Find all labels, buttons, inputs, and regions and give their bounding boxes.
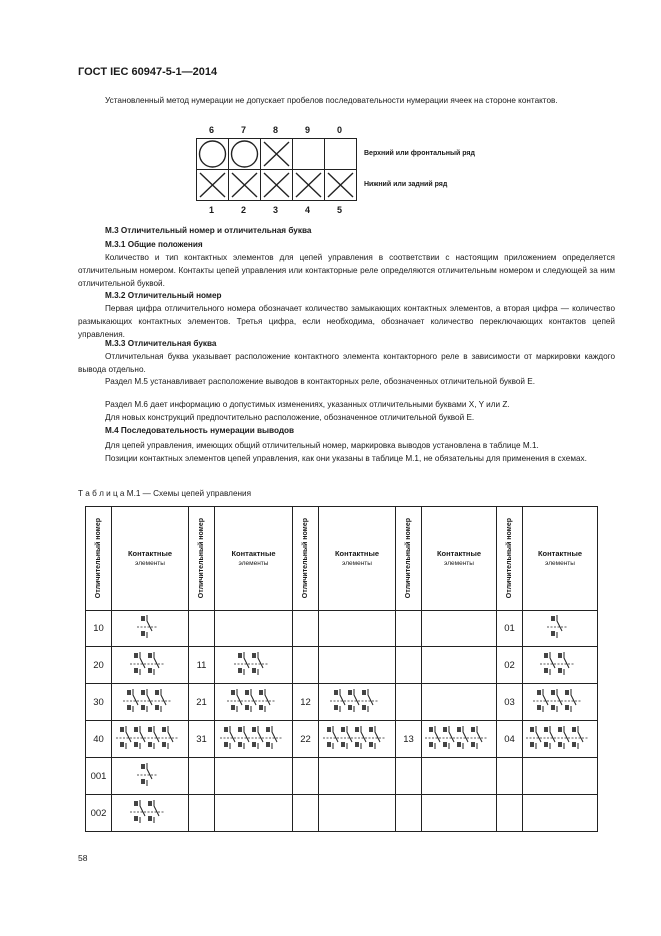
contact-elements-cell: [215, 795, 293, 832]
number-header-text: Отличительный номер: [505, 518, 513, 599]
section-m33-title: М.3.3 Отличительная буква: [105, 339, 217, 348]
row-number: 22: [293, 721, 319, 758]
contact-symbol: [115, 796, 185, 826]
column-header-elements: [112, 507, 189, 611]
page-number: 58: [78, 853, 88, 863]
row-number: 02: [497, 647, 523, 684]
column-header-number: [396, 507, 422, 611]
contact-symbol: [525, 611, 595, 641]
row-number: 03: [497, 684, 523, 721]
elements-header-text: Контактные: [334, 548, 380, 558]
number-header-text: Отличительный номер: [301, 518, 309, 599]
column-header-elements: [523, 507, 598, 611]
grid-cell: [293, 139, 325, 170]
row-number: [497, 795, 523, 832]
contact-elements-cell: [319, 795, 396, 832]
section-m3-title: М.3 Отличительный номер и отличительная буква: [105, 226, 312, 235]
contact-elements-cell: [523, 611, 598, 647]
elements-header-subtext: элементы: [238, 559, 269, 567]
document-header: ГОСТ IEC 60947-5-1—2014: [78, 66, 218, 78]
section-m31-text: Количество и тип контактных элементов для цепей управления в соответствии с настоящим приложением определяется отличительным номером. Контакты цепей управления или контакторные реле определяются отличительным номером и следующей за ним отличительной буквой.: [78, 253, 615, 288]
bottom-digit: 2: [240, 205, 246, 215]
row-number: [396, 795, 422, 832]
column-header-elements: [422, 507, 497, 611]
row-number: [396, 684, 422, 721]
contact-elements-cell: [112, 611, 189, 647]
row-number: [396, 611, 422, 647]
contact-symbol: [115, 685, 185, 715]
contact-elements-cell: [422, 758, 497, 795]
grid-cell: [261, 170, 293, 201]
elements-header-text: Контактные: [127, 548, 173, 558]
section-m33-text3: Раздел М.6 дает информацию о допустимых изменениях, указанных отличительными буквами X, Y или Z.: [105, 400, 510, 409]
section-m31-title: М.3.1 Общие положения: [105, 240, 203, 249]
number-header-text: Отличительный номер: [404, 518, 412, 599]
column-header-number: [189, 507, 215, 611]
section-m33-text2: Раздел М.5 устанавливает расположение выводов в контакторных реле, обозначенных отличительной буквой Е.: [105, 377, 535, 386]
row-number: [189, 795, 215, 832]
contact-elements-cell: [422, 721, 497, 758]
table-row: [86, 758, 598, 795]
contact-elements-cell: [215, 758, 293, 795]
contact-elements-cell: [215, 721, 293, 758]
row-number: 01: [497, 611, 523, 647]
section-m32-title: М.3.2 Отличительный номер: [105, 291, 222, 300]
intro-paragraph: Установленный метод нумерации не допускает пробелов последовательности нумерации ячеек на стороне контактов.: [105, 96, 558, 105]
top-digit: 0: [336, 125, 342, 135]
row-number: 21: [189, 684, 215, 721]
table-row: [86, 684, 598, 721]
bottom-digit: 5: [336, 205, 342, 215]
grid-cell: [229, 139, 261, 170]
bottom-digit: 3: [272, 205, 278, 215]
contact-symbol: [322, 722, 392, 752]
contact-symbol: [525, 685, 595, 715]
row-number: [189, 758, 215, 795]
table-row: [86, 647, 598, 684]
row-number: 10: [86, 611, 112, 647]
contact-elements-cell: [215, 647, 293, 684]
bottom-digit: 1: [208, 205, 214, 215]
contact-elements-cell: [523, 684, 598, 721]
contact-elements-cell: [112, 795, 189, 832]
section-m4-text2: Позиции контактных элементов цепей управления, как они указаны в таблице М.1, не обязательны для применения в схемах.: [105, 454, 587, 463]
section-m32-text: Первая цифра отличительного номера обозначает количество замыкающих контактных элементов, а вторая цифра — количество размыкающих контактных элементов. Третья цифра, если необходима, обозначает количество переключающих контактов цепей управления.: [78, 304, 615, 339]
number-header-text: Отличительный номер: [197, 518, 205, 599]
bottom-row-label: Нижний или задний ряд: [364, 181, 448, 188]
circle-mark: [200, 141, 226, 167]
column-header-number: [86, 507, 112, 611]
top-digit: 7: [240, 125, 246, 135]
contact-symbol: [219, 722, 289, 752]
column-header-number: [293, 507, 319, 611]
table-row: [86, 611, 598, 647]
row-number: 13: [396, 721, 422, 758]
top-digit: 9: [304, 125, 310, 135]
section-m4-title: М.4 Последовательность нумерации выводов: [105, 426, 295, 435]
grid-cell: [261, 139, 293, 170]
column-header-elements: [215, 507, 293, 611]
contact-elements-cell: [422, 795, 497, 832]
row-number: [293, 611, 319, 647]
row-number: 04: [497, 721, 523, 758]
contact-elements-cell: [422, 611, 497, 647]
row-number: 002: [86, 795, 112, 832]
elements-header-text: Контактные: [436, 548, 482, 558]
elements-header-text: Контактные: [231, 548, 276, 558]
table-row: [86, 795, 598, 832]
row-number: [293, 758, 319, 795]
column-header-elements: [319, 507, 396, 611]
table-caption: Т а б л и ц а М.1 — Схемы цепей управления: [78, 489, 252, 498]
numbering-grid: [196, 138, 357, 201]
section-m33-text1: Отличительная буква указывает расположение контактного элемента контакторного реле в зависимости от маркировки каждого вывода отдельно.: [78, 352, 615, 374]
row-number: 001: [86, 758, 112, 795]
contact-symbol: [219, 685, 289, 715]
contact-elements-cell: [319, 647, 396, 684]
row-number: 40: [86, 721, 112, 758]
row-number: [293, 795, 319, 832]
section-m33-text4: Для новых конструкций предпочтительно расположение, обозначенное отличительной буквой Е.: [105, 413, 475, 422]
grid-cell: [293, 170, 325, 201]
contact-elements-cell: [523, 795, 598, 832]
contact-symbol: [115, 722, 185, 752]
contact-symbol: [322, 685, 392, 715]
contact-elements-cell: [319, 721, 396, 758]
contact-symbol: [525, 648, 595, 678]
row-number: [396, 758, 422, 795]
grid-cell: [325, 139, 357, 170]
grid-cell: [197, 170, 229, 201]
contact-symbol: [525, 722, 595, 752]
contact-symbol: [115, 759, 185, 789]
elements-header-subtext: элементы: [545, 559, 575, 567]
row-number: [293, 647, 319, 684]
contact-elements-cell: [523, 758, 598, 795]
contact-elements-cell: [523, 647, 598, 684]
contact-symbol: [424, 722, 494, 752]
row-number: [396, 647, 422, 684]
contact-elements-cell: [422, 647, 497, 684]
contact-elements-cell: [319, 611, 396, 647]
control-circuits-table: [85, 506, 598, 832]
grid-cell: [229, 170, 261, 201]
row-number: 20: [86, 647, 112, 684]
contact-elements-cell: [422, 684, 497, 721]
contact-elements-cell: [215, 684, 293, 721]
contact-symbol: [115, 648, 185, 678]
row-number: [189, 611, 215, 647]
top-digit: 8: [272, 125, 278, 135]
elements-header-text: Контактные: [537, 548, 583, 558]
contact-elements-cell: [523, 721, 598, 758]
contact-elements-cell: [112, 647, 189, 684]
circle-mark: [232, 141, 258, 167]
contact-elements-cell: [112, 721, 189, 758]
elements-header-subtext: элементы: [342, 559, 372, 567]
row-number: 11: [189, 647, 215, 684]
grid-cell: [197, 139, 229, 170]
number-header-text: Отличительный номер: [94, 518, 102, 599]
table-row: [86, 721, 598, 758]
bottom-digit: 4: [304, 205, 310, 215]
contact-symbol: [219, 648, 289, 678]
column-header-number: [497, 507, 523, 611]
elements-header-subtext: элементы: [444, 559, 474, 567]
contact-elements-cell: [112, 684, 189, 721]
elements-header-subtext: элементы: [135, 559, 165, 567]
top-row-label: Верхний или фронтальный ряд: [364, 150, 475, 157]
contact-elements-cell: [112, 758, 189, 795]
contact-elements-cell: [319, 758, 396, 795]
row-number: [497, 758, 523, 795]
section-m4-text1: Для цепей управления, имеющих общий отличительный номер, маркировка выводов установлена в таблице М.1.: [105, 441, 539, 450]
row-number: 31: [189, 721, 215, 758]
row-number: 30: [86, 684, 112, 721]
row-number: 12: [293, 684, 319, 721]
contact-symbol: [115, 611, 185, 641]
top-digit: 6: [208, 125, 214, 135]
grid-cell: [325, 170, 357, 201]
contact-elements-cell: [215, 611, 293, 647]
contact-elements-cell: [319, 684, 396, 721]
